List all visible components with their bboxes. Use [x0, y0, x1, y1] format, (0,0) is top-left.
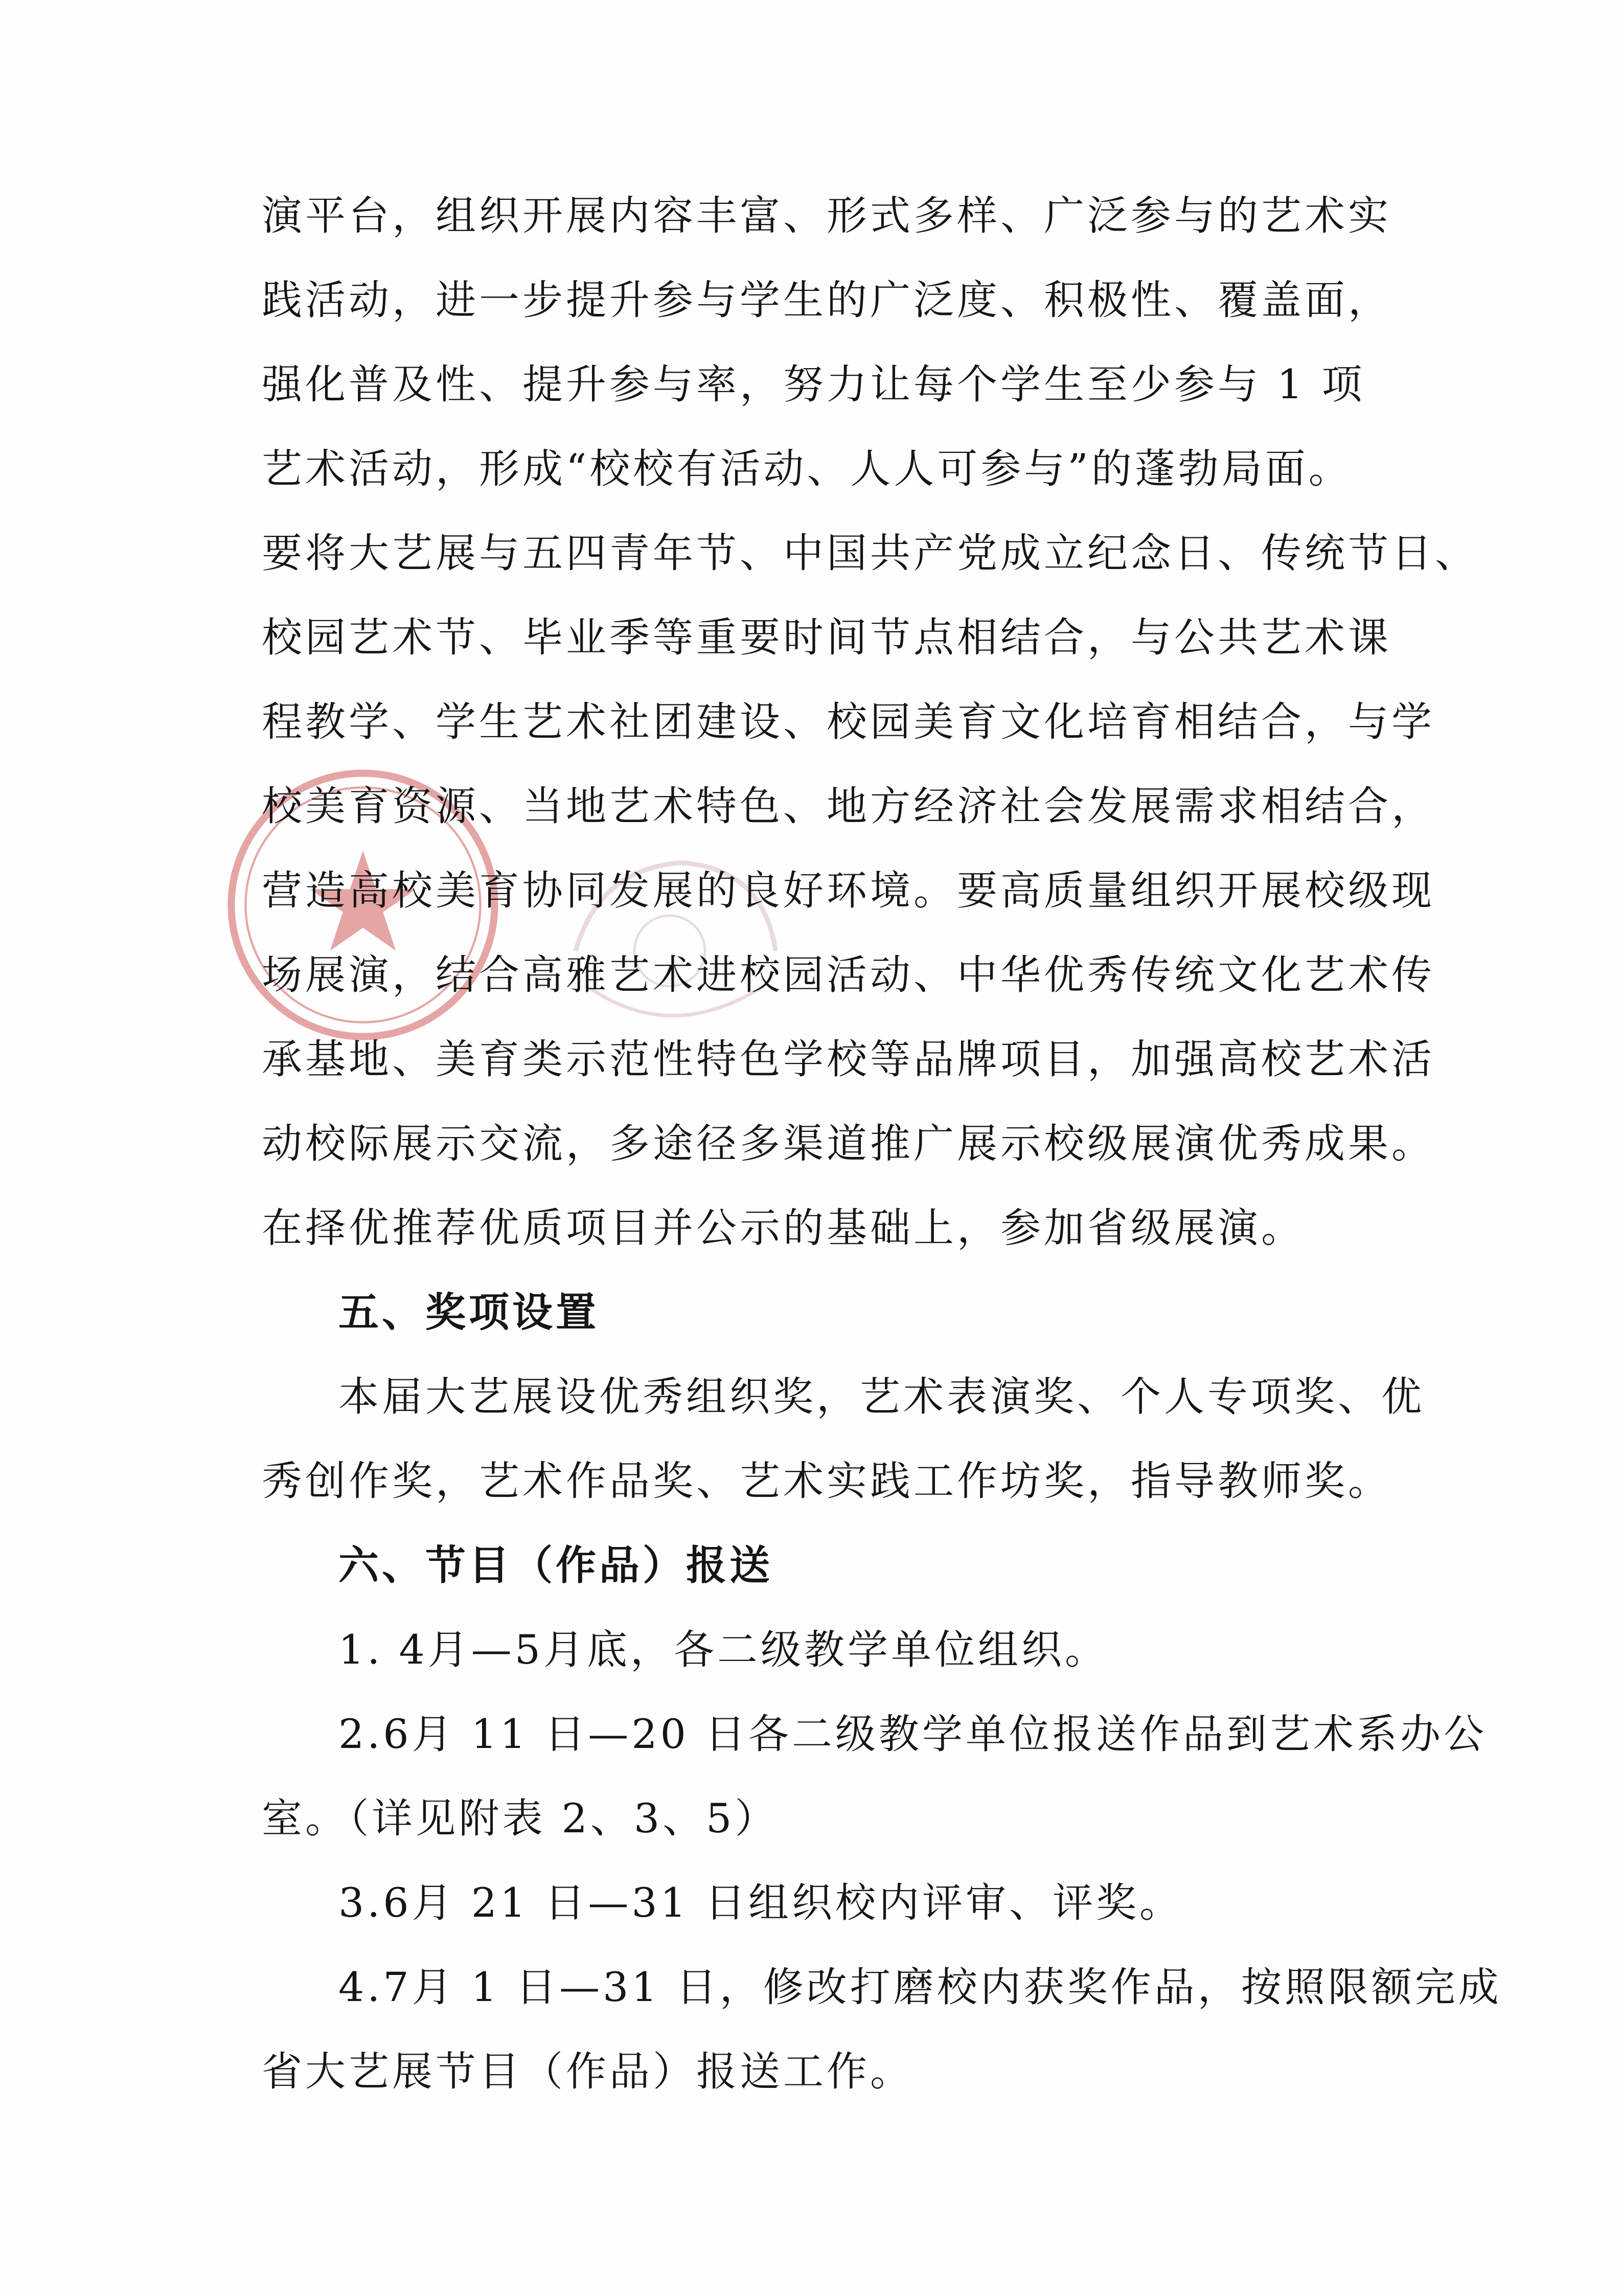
paragraph-line: 强化普及性、提升参与率，努力让每个学生至少参与 1 项 — [262, 361, 1365, 408]
body-text — [262, 190, 1502, 2130]
awards-line: 秀创作奖，艺术作品奖、艺术实践工作坊奖，指导教师奖。 — [262, 1458, 1391, 1505]
paragraph-line: 场展演，结合高雅艺术进校园活动、中华优秀传统文化艺术传 — [262, 951, 1435, 998]
paragraph-line: 校美育资源、当地艺术特色、地方经济社会发展需求相结合， — [262, 783, 1435, 830]
paragraph-line: 营造高校美育协同发展的良好环境。要高质量组织开展校级现 — [262, 867, 1435, 914]
submission-item-2: 2.6月 11 日—20 日各二级教学单位报送作品到艺术系办公 — [338, 1711, 1488, 1758]
paragraph-line: 践活动，进一步提升参与学生的广泛度、积极性、覆盖面， — [262, 277, 1391, 324]
paragraph-line: 程教学、学生艺术社团建设、校园美育文化培育相结合，与学 — [262, 698, 1435, 745]
section-heading-awards: 五、奖项设置 — [338, 1289, 599, 1336]
paragraph-line: 要将大艺展与五四青年节、中国共产党成立纪念日、传统节日、 — [262, 530, 1478, 577]
section-heading-submission: 六、节目（作品）报送 — [338, 1542, 773, 1589]
submission-item-4-cont: 省大艺展节目（作品）报送工作。 — [262, 2048, 913, 2095]
paragraph-line: 校园艺术节、毕业季等重要时间节点相结合，与公共艺术课 — [262, 614, 1391, 661]
paragraph-line: 艺术活动，形成“校校有活动、人人可参与”的蓬勃局面。 — [262, 445, 1352, 492]
submission-item-3: 3.6月 21 日—31 日组织校内评审、评奖。 — [338, 1879, 1183, 1926]
paragraph-line: 动校际展示交流，多途径多渠道推广展示校级展演优秀成果。 — [262, 1120, 1435, 1167]
paragraph-line: 承基地、美育类示范性特色学校等品牌项目，加强高校艺术活 — [262, 1036, 1435, 1083]
awards-line: 本届大艺展设优秀组织奖，艺术表演奖、个人专项奖、优 — [338, 1373, 1425, 1420]
submission-item-1: 1. 4月—5月底，各二级教学单位组织。 — [338, 1626, 1109, 1673]
paragraph-line: 演平台，组织开展内容丰富、形式多样、广泛参与的艺术实 — [262, 192, 1391, 239]
submission-item-4: 4.7月 1 日—31 日，修改打磨校内获奖作品，按照限额完成 — [338, 1964, 1502, 2011]
submission-item-2-cont: 室。（详见附表 2、3、5） — [262, 1795, 779, 1842]
paragraph-line: 在择优推荐优质项目并公示的基础上，参加省级展演。 — [262, 1204, 1305, 1252]
